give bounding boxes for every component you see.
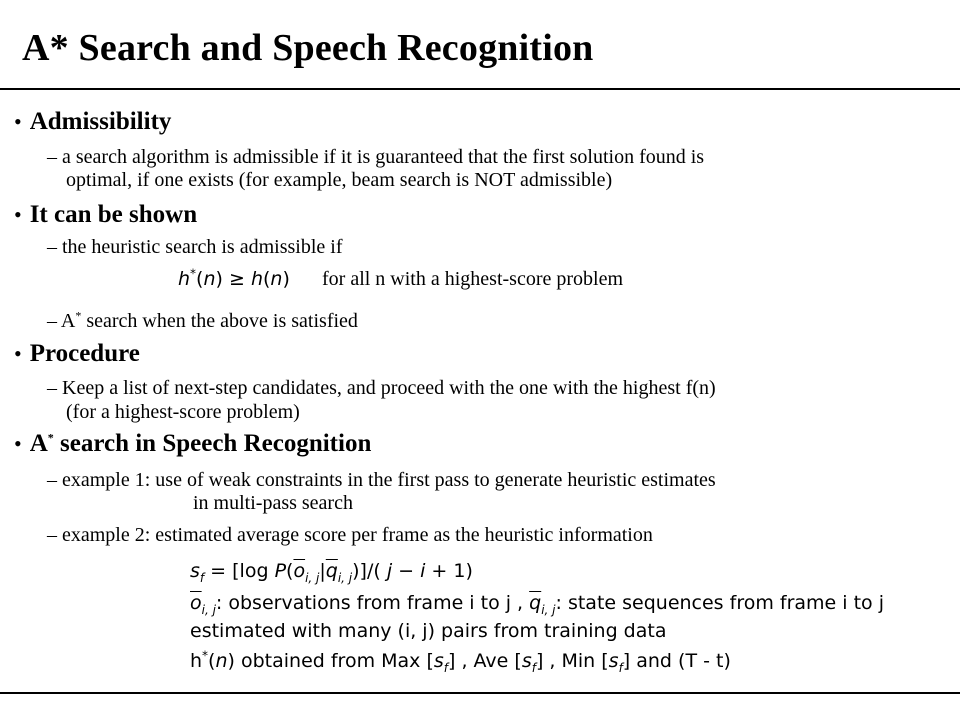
bullet-heading: Procedure	[29, 340, 140, 367]
sub-item: – a search algorithm is admissible if it is guaranteed that the first solution found is	[47, 146, 705, 168]
footer-rule	[0, 692, 960, 694]
sub-item-text: example 1: use of weak constraints in the first pass to generate heuristic estimates	[62, 469, 716, 491]
title-rule	[0, 88, 960, 90]
sub-item-text: a search algorithm is admissible if it is guaranteed that the first solution found is	[62, 146, 705, 168]
bullet-dot: •	[14, 202, 22, 227]
bullet-heading: It can be shown	[29, 201, 198, 228]
state-sequences-text: : state sequences from frame i to j	[555, 592, 884, 614]
h-obtained-text: obtained from Max	[240, 650, 421, 672]
formula-sf: $s_f = [\log$ $P(\overline{o}_{i, j}|\overline{q}_{i, j})]/$( j − i + 1)	[190, 560, 473, 585]
sub-item: – A* search when the above is satisfied	[47, 308, 358, 332]
sub-item-text: example 2: estimated average score per frame as the heuristic information	[62, 524, 653, 546]
bullet-procedure	[14, 340, 140, 368]
slide-title: A* Search and Speech Recognition	[22, 27, 594, 69]
bullet-admissibility	[14, 108, 171, 136]
formula-h-star-ge-h: h*(n) ≥ h(n)	[178, 266, 290, 290]
bullet-dot: •	[14, 431, 22, 456]
observations-text: : observations from frame i to j ,	[215, 592, 524, 614]
sub-item: – example 1: use of weak constraints in the first pass to generate heuristic estimates	[47, 469, 716, 491]
sub-item-cont: (for a highest-score problem)	[66, 401, 300, 423]
formula-observations: $\overline{o}_{i, j}$: observations from frame i to j , $\overline{q}_{i, j}$: state sequences from frame i to j	[190, 592, 884, 617]
bullet-a-star-speech: • A* search in Speech Recognition	[14, 430, 372, 457]
sub-item: – example 2: estimated average score per frame as the heuristic information	[47, 524, 653, 546]
formula-estimated: estimated with many (i, j) pairs from training data	[190, 620, 667, 642]
sub-item-text: search when the above is satisfied	[86, 310, 358, 332]
sub-item-text: Keep a list of next-step candidates, and proceed with the one with the highest f(n)	[62, 377, 716, 399]
sub-item-text: the heuristic search is admissible if	[62, 236, 343, 258]
sub-item-cont: optimal, if one exists (for example, beam search is NOT admissible)	[66, 169, 613, 191]
formula-condition-text: for all n with a highest-score problem	[322, 268, 624, 290]
bullet-heading: search in Speech Recognition	[60, 430, 372, 457]
bullet-heading: Admissibility	[29, 108, 172, 135]
formula-h-star-obtained: h*(n) obtained from Max $[s_f]$ , Ave $[s_f]$ , Min $[s_f]$ and (T - t)	[190, 648, 731, 675]
sub-item: – Keep a list of next-step candidates, and proceed with the one with the highest f(n)	[47, 377, 716, 399]
bullet-it-can-be-shown	[14, 201, 197, 229]
bullet-dot: •	[14, 109, 22, 134]
sub-item-cont: in multi-pass search	[193, 492, 353, 514]
sub-item: – the heuristic search is admissible if	[47, 236, 343, 258]
bullet-dot: •	[14, 341, 22, 366]
